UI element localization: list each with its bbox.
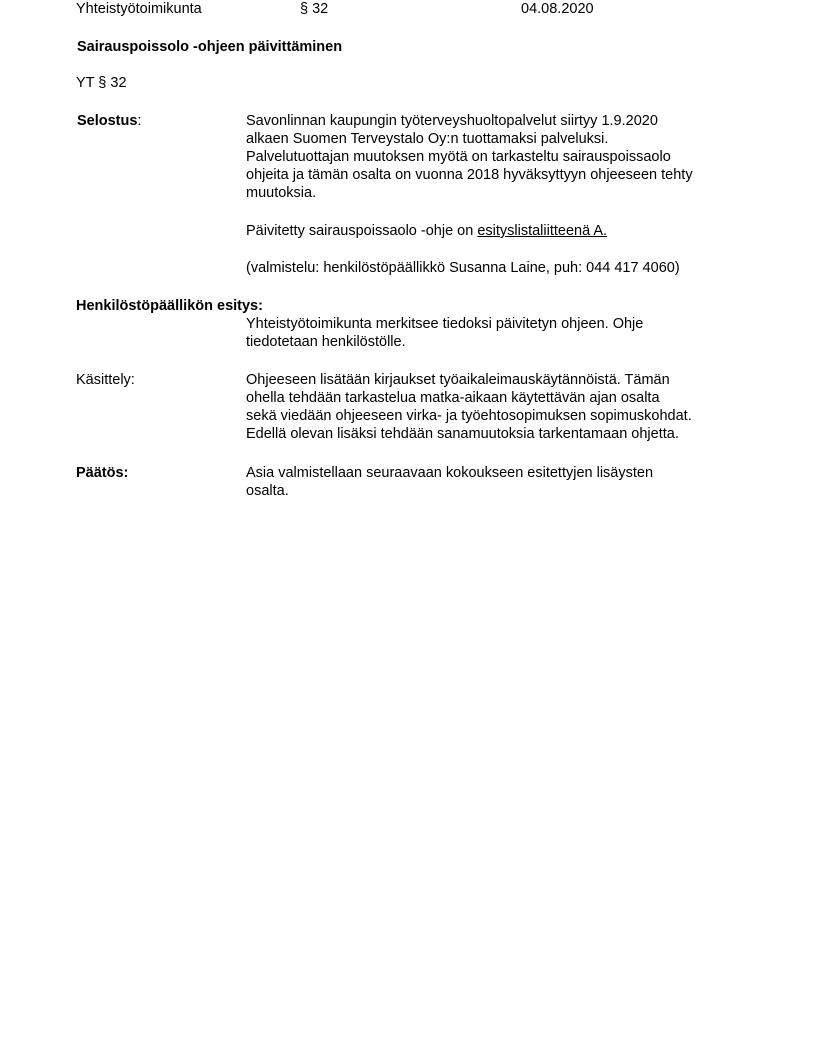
header-section: § 32 [300,1,329,17]
selostus-label-colon: : [137,113,142,129]
paatos-line: Asia valmistellaan seuraavaan kokoukseen esitettyjen lisäysten [246,465,654,481]
esitys-body [246,315,746,351]
selostus-line: Savonlinnan kaupungin työterveyshuoltopalvelut siirtyy 1.9.2020 [246,113,658,129]
esitys-line: tiedotetaan henkilöstölle. [246,334,406,350]
paatos-line: osalta. [246,483,289,499]
paatos-body [246,464,746,500]
selostus-line: Palvelutuottajan muutoksen myötä on tarkasteltu sairauspoissaolo [246,149,671,165]
selostus-line: muutoksia. [246,185,317,201]
document-title: Sairauspoissolo -ohjeen päivittäminen [77,39,343,55]
header-date: 04.08.2020 [521,1,594,17]
paatos-label: Päätös: [76,465,129,481]
esitys-label: Henkilöstöpäällikön esitys: [76,298,263,314]
selostus-body [246,112,746,202]
attachment-link[interactable]: esityslistaliitteenä A. [477,223,608,239]
attachment-line [246,222,607,240]
selostus-line: alkaen Suomen Terveystalo Oy:n tuottamaksi palveluksi. [246,131,609,147]
reference-label: YT § 32 [76,75,127,91]
selostus-line: ohjeita ja tämän osalta on vuonna 2018 hyväksyttyyn ohjeeseen tehty [246,167,693,183]
header-organ: Yhteistyötoimikunta [76,1,202,17]
preparer-line: (valmistelu: henkilöstöpäällikkö Susanna Laine, puh: 044 417 4060) [246,260,680,276]
attachment-prefix: Päivitetty sairauspoissaolo -ohje on [246,223,478,239]
selostus-label [77,112,141,130]
kasittely-line: ohella tehdään tarkastelua matka-aikaan käytettävän ajan osalta [246,390,660,406]
kasittely-line: Ohjeeseen lisätään kirjaukset työaikaleimauskäytännöistä. Tämän [246,372,670,388]
kasittely-body [246,371,746,443]
kasittely-line: sekä viedään ohjeeseen virka- ja työehtosopimuksen sopimuskohdat. [246,408,692,424]
esitys-line: Yhteistyötoimikunta merkitsee tiedoksi päivitetyn ohjeen. Ohje [246,316,644,332]
kasittely-label: Käsittely: [76,372,135,388]
kasittely-line: Edellä olevan lisäksi tehdään sanamuutoksia tarkentamaan ohjetta. [246,426,679,442]
selostus-label-bold: Selostus [77,113,138,129]
